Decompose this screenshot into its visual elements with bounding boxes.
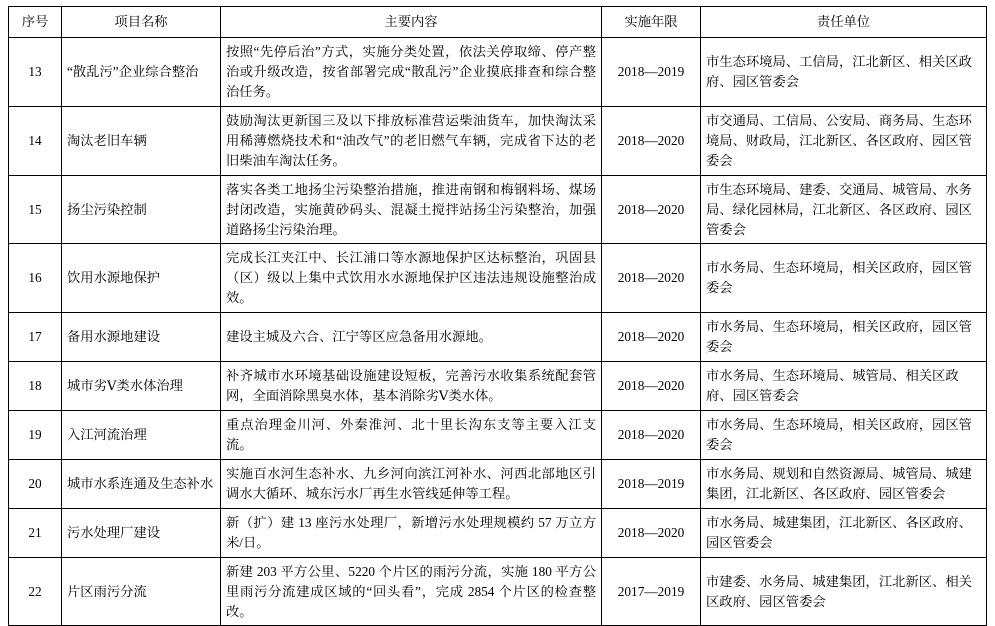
cell-term: 2018—2020: [602, 106, 701, 175]
table-row: [9, 508, 987, 557]
cell-term: 2018—2020: [602, 175, 701, 244]
cell-term: 2018—2019: [602, 38, 701, 107]
cell-unit: 市水务局、生态环境局，相关区政府，园区管委会: [701, 313, 987, 362]
cell-unit: 市建委、水务局、城建集团，江北新区、相关区政府、园区管委会: [701, 557, 987, 626]
column-header-no: 序号: [9, 7, 62, 38]
cell-unit: 市水务局、生态环境局，相关区政府，园区管委会: [701, 244, 987, 313]
cell-name: 饮用水源地保护: [62, 244, 221, 313]
column-header-content: 主要内容: [221, 7, 602, 38]
cell-content: 实施百水河生态补水、九乡河向滨江河补水、河西北部地区引调水大循环、城东污水厂再生水管线延伸等工程。: [221, 459, 602, 508]
table-row: [9, 175, 987, 244]
cell-term: 2018—2020: [602, 244, 701, 313]
cell-no: 16: [9, 244, 62, 313]
table-header-row: [9, 7, 987, 38]
column-header-unit: 责任单位: [701, 7, 987, 38]
cell-no: 21: [9, 508, 62, 557]
cell-name: 城市水系连通及生态补水: [62, 459, 221, 508]
table-row: [9, 557, 987, 626]
table-row: [9, 244, 987, 313]
cell-unit: 市水务局、规划和自然资源局、城管局、城建集团，江北新区、各区政府、园区管委会: [701, 459, 987, 508]
cell-content: 补齐城市水环境基础设施建设短板，完善污水收集系统配套管网，全面消除黑臭水体，基本消除劣Ⅴ类水体。: [221, 362, 602, 411]
table-row: [9, 313, 987, 362]
column-header-name: 项目名称: [62, 7, 221, 38]
table-row: [9, 106, 987, 175]
cell-unit: 市水务局、生态环境局，相关区政府，园区管委会: [701, 411, 987, 460]
column-header-term: 实施年限: [602, 7, 701, 38]
cell-content: 落实各类工地扬尘污染整治措施，推进南钢和梅钢料场、煤场封闭改造，实施黄砂码头、混凝土搅拌站扬尘污染整治，加强道路扬尘污染治理。: [221, 175, 602, 244]
cell-content: 重点治理金川河、外秦淮河、北十里长沟东支等主要入江支流。: [221, 411, 602, 460]
cell-name: 淘汰老旧车辆: [62, 106, 221, 175]
cell-name: 备用水源地建设: [62, 313, 221, 362]
table-body: [9, 38, 987, 626]
cell-name: 片区雨污分流: [62, 557, 221, 626]
cell-term: 2018—2020: [602, 411, 701, 460]
cell-term: 2018—2019: [602, 459, 701, 508]
table-row: [9, 38, 987, 107]
cell-term: 2018—2020: [602, 508, 701, 557]
cell-name: 城市劣Ⅴ类水体治理: [62, 362, 221, 411]
cell-no: 13: [9, 38, 62, 107]
cell-content: 建设主城及六合、江宁等区应急备用水源地。: [221, 313, 602, 362]
cell-name: “散乱污”企业综合整治: [62, 38, 221, 107]
cell-no: 22: [9, 557, 62, 626]
cell-no: 18: [9, 362, 62, 411]
cell-content: 新建 203 平方公里、5220 个片区的雨污分流，实施 180 平方公里雨污分流建成区域的“回头看”，完成 2854 个片区的检查整改。: [221, 557, 602, 626]
implementation-plan-table: [8, 6, 987, 626]
cell-term: 2017—2019: [602, 557, 701, 626]
cell-term: 2018—2020: [602, 362, 701, 411]
cell-content: 鼓励淘汰更新国三及以下排放标准营运柴油货车，加快淘汰采用稀薄燃烧技术和“油改气”的老旧燃气车辆，完成省下达的老旧柴油车淘汰任务。: [221, 106, 602, 175]
cell-no: 20: [9, 459, 62, 508]
cell-no: 15: [9, 175, 62, 244]
cell-unit: 市水务局、生态环境局、城管局、相关区政府、园区管委会: [701, 362, 987, 411]
cell-no: 19: [9, 411, 62, 460]
cell-no: 14: [9, 106, 62, 175]
cell-content: 新（扩）建 13 座污水处理厂，新增污水处理规模约 57 万立方米/日。: [221, 508, 602, 557]
cell-unit: 市交通局、工信局、公安局、商务局、生态环境局、财政局，江北新区、各区政府、园区管委会: [701, 106, 987, 175]
cell-content: 按照“先停后治”方式，实施分类处置，依法关停取缔、停产整治或升级改造，按省部署完成“散乱污”企业摸底排查和综合整治任务。: [221, 38, 602, 107]
table-row: [9, 459, 987, 508]
cell-unit: 市生态环境局、建委、交通局、城管局、水务局、绿化园林局，江北新区、各区政府、园区管委会: [701, 175, 987, 244]
table-header: [9, 7, 987, 38]
cell-no: 17: [9, 313, 62, 362]
cell-name: 污水处理厂建设: [62, 508, 221, 557]
table-row: [9, 362, 987, 411]
table-row: [9, 411, 987, 460]
cell-unit: 市水务局、城建集团，江北新区、各区政府、园区管委会: [701, 508, 987, 557]
cell-content: 完成长江夹江中、长江浦口等水源地保护区达标整治，巩固县（区）级以上集中式饮用水水源地保护区违法违规设施整治成效。: [221, 244, 602, 313]
cell-name: 扬尘污染控制: [62, 175, 221, 244]
cell-unit: 市生态环境局、工信局，江北新区、相关区政府、园区管委会: [701, 38, 987, 107]
cell-term: 2018—2020: [602, 313, 701, 362]
cell-name: 入江河流治理: [62, 411, 221, 460]
